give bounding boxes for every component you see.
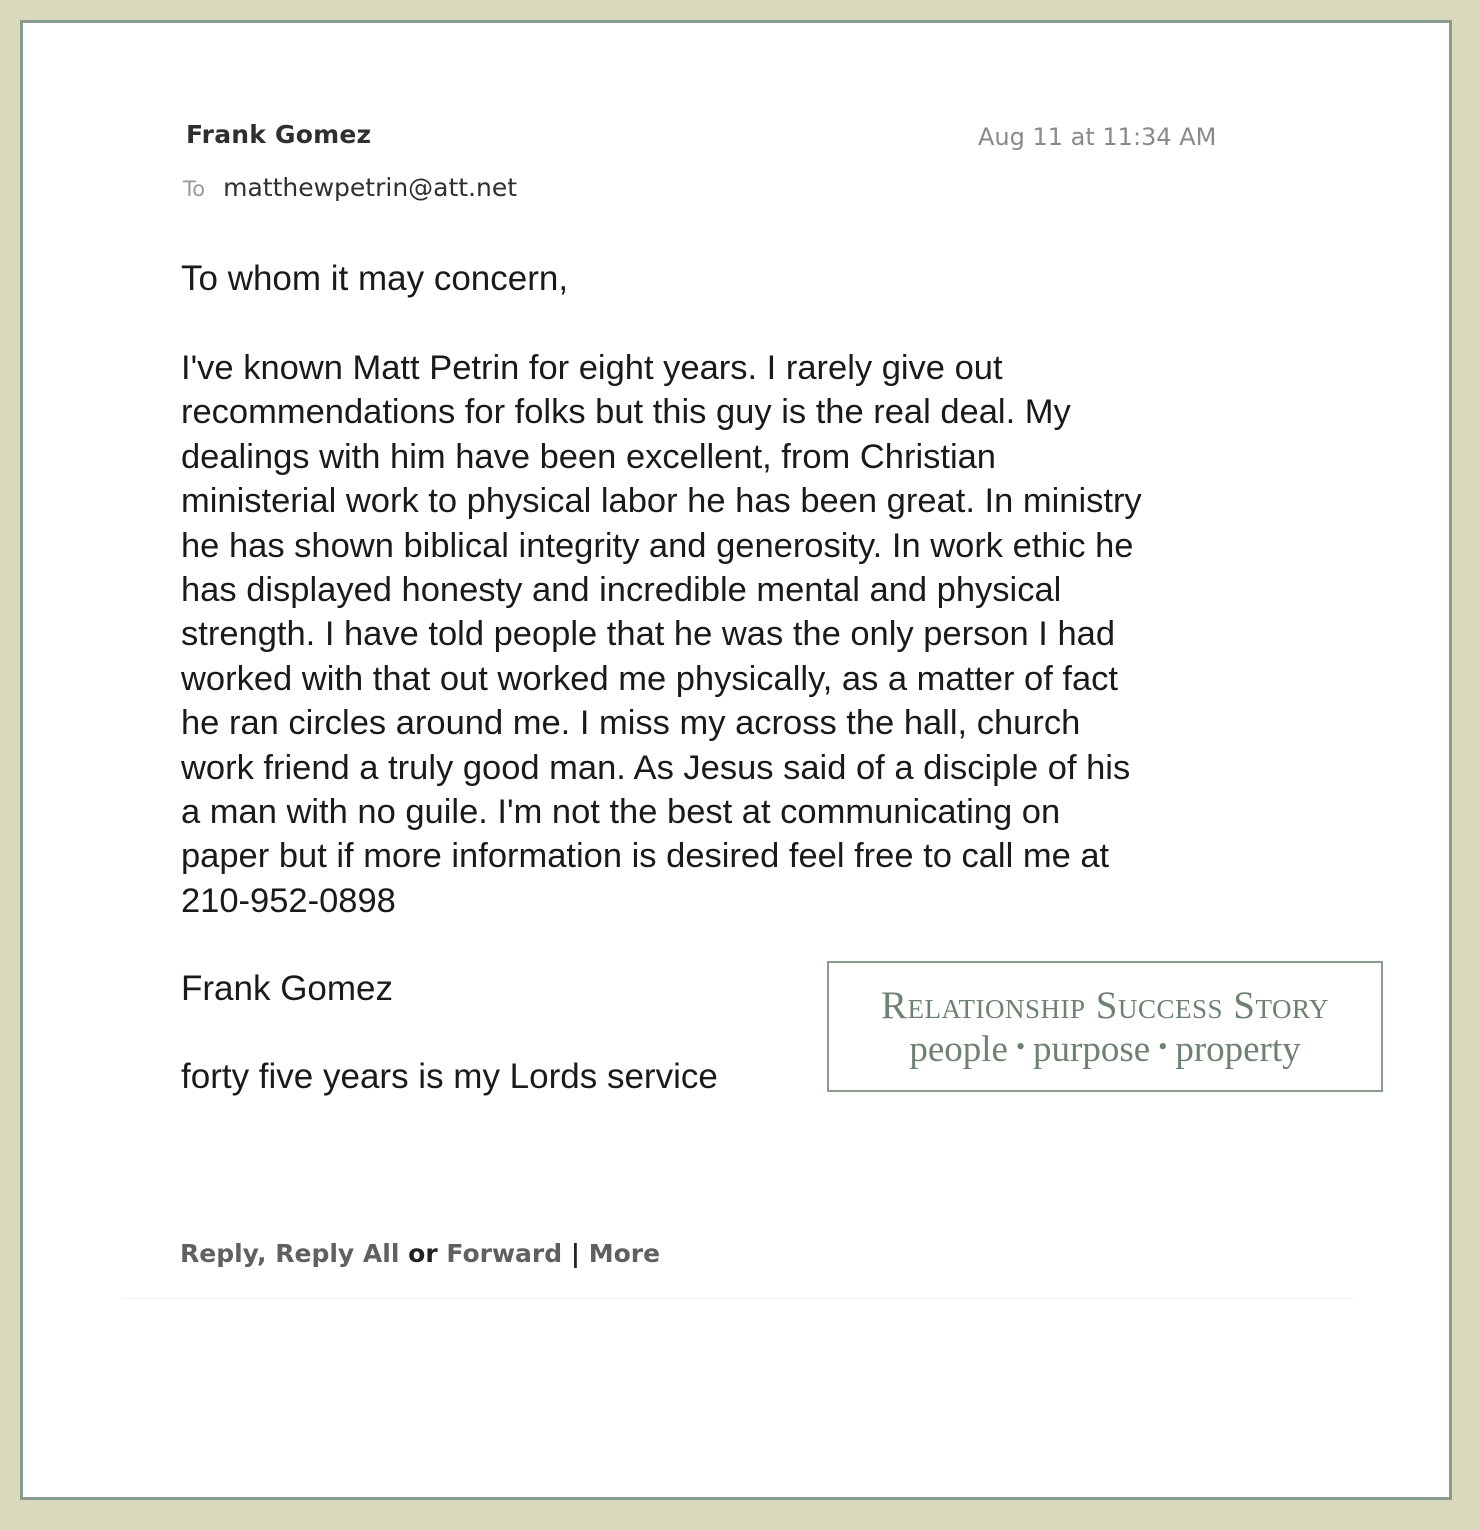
- body-line: he has shown biblical integrity and generosity. In work ethic he: [181, 526, 1134, 565]
- service-line: forty five years is my Lords service: [181, 1057, 718, 1096]
- recipient-address: matthewpetrin@att.net: [223, 173, 518, 202]
- divider: [123, 1298, 1353, 1299]
- tagline-people: people: [909, 1029, 1008, 1070]
- logo-tagline: [829, 1028, 1381, 1071]
- more-link[interactable]: More: [588, 1239, 661, 1268]
- body-line: 210-952-0898: [181, 881, 396, 920]
- or-text: or: [408, 1239, 438, 1268]
- body-line: work friend a truly good man. As Jesus said of a disciple of his: [181, 748, 1131, 787]
- action-separator: |: [570, 1239, 580, 1268]
- logo-title: Relationship Success Story: [881, 984, 1329, 1027]
- body-line: a man with no guile. I'm not the best at communicating on: [181, 793, 1061, 832]
- bullet-dot: •: [1158, 1032, 1168, 1061]
- bullet-dot: •: [1015, 1032, 1026, 1061]
- email-body: [181, 346, 1301, 923]
- to-label: To: [183, 177, 206, 201]
- tagline-purpose: purpose: [1033, 1029, 1151, 1070]
- email-card: [20, 20, 1452, 1500]
- body-line: ministerial work to physical labor he has been great. In ministry: [181, 482, 1142, 521]
- sender-name: Frank Gomez: [186, 120, 372, 149]
- email-greeting: To whom it may concern,: [181, 259, 569, 298]
- body-line: paper but if more information is desired feel free to call me at: [181, 837, 1110, 876]
- body-line: worked with that out worked me physically, as a matter of fact: [181, 659, 1119, 698]
- body-line: he ran circles around me. I miss my across the hall, church: [181, 704, 1081, 743]
- body-line: dealings with him have been excellent, from Christian: [181, 437, 996, 476]
- tagline-property: property: [1175, 1029, 1301, 1070]
- body-line: strength. I have told people that he was the only person I had: [181, 615, 1116, 654]
- email-actions: [180, 1239, 660, 1268]
- recipient-row: [183, 173, 517, 202]
- forward-link[interactable]: Forward: [446, 1239, 563, 1268]
- reply-link[interactable]: Reply,: [180, 1239, 267, 1268]
- body-line: I've known Matt Petrin for eight years. I rarely give out: [181, 349, 1003, 387]
- body-line: recommendations for folks but this guy is the real deal. My: [181, 393, 1071, 432]
- email-date: Aug 11 at 11:34 AM: [978, 123, 1217, 151]
- body-line: has displayed honesty and incredible mental and physical: [181, 571, 1062, 610]
- email-signature: Frank Gomez: [181, 969, 393, 1008]
- reply-all-link[interactable]: Reply All: [275, 1239, 400, 1268]
- brand-logo: [827, 961, 1383, 1092]
